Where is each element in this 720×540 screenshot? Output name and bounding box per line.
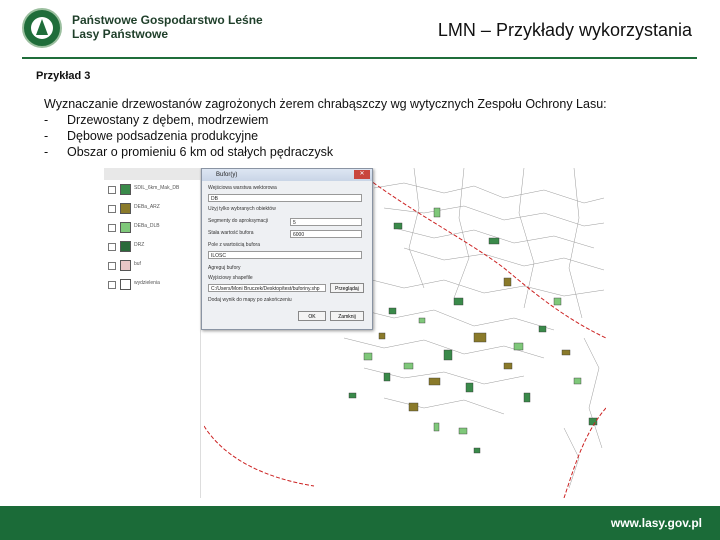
org-subtitle: Lasy Państwowe	[72, 27, 169, 41]
layer-swatch	[120, 203, 131, 214]
bullet-item: - Obszar o promieniu 6 km od stałych pędraczysk	[44, 145, 334, 159]
close-icon[interactable]: ✕	[354, 170, 370, 179]
buffer-dialog	[201, 168, 373, 330]
tree-icon	[36, 19, 48, 35]
footer-url[interactable]: www.lasy.gov.pl	[610, 516, 702, 530]
browse-button[interactable]: Przeglądaj	[330, 283, 364, 293]
layer-name: buf	[134, 261, 141, 267]
layer-checkbox[interactable]	[108, 186, 116, 194]
layer-checkbox[interactable]	[108, 281, 116, 289]
ok-button[interactable]: OK	[298, 311, 326, 321]
layer-name: DEBa_DLB	[134, 223, 160, 229]
layer-checkbox[interactable]	[108, 262, 116, 270]
segments-input[interactable]: 5	[290, 218, 362, 226]
slide-title: LMN – Przykłady wykorzystania	[437, 20, 692, 40]
layer-checkbox[interactable]	[108, 243, 116, 251]
layer-item[interactable]	[104, 218, 200, 237]
layer-checkbox[interactable]	[108, 205, 116, 213]
bullet-item: - Dębowe podsadzenia produkcyjne	[44, 129, 259, 143]
layer-item[interactable]	[104, 199, 200, 218]
layers-panel	[104, 168, 201, 498]
segments-label: Segmenty do aproksymacji	[208, 218, 269, 224]
slide-footer	[0, 506, 720, 540]
lasy-panstwowe-logo	[22, 8, 62, 48]
layer-swatch	[120, 241, 131, 252]
description: Wyznaczanie drzewostanów zagrożonych żerem chrabąszczy wg wytycznych Zespołu Ochrony Lasu:	[44, 97, 607, 111]
example-label: Przykład 3	[36, 70, 91, 82]
layer-item[interactable]	[104, 237, 200, 256]
input-layer-label: Wejściowa warstwa wektorowa	[208, 185, 277, 191]
selected-only-checkbox[interactable]: Użyj tylko wybranych obiektów	[208, 206, 276, 212]
layer-swatch	[120, 260, 131, 271]
output-label: Wyjściowy shapefile	[208, 275, 253, 281]
field-select[interactable]: ILOSC	[208, 251, 362, 259]
dialog-title-text: Bufor(y)	[216, 172, 238, 178]
layer-name: SDIL_6km_Mak_DB	[134, 185, 180, 191]
layer-item[interactable]	[104, 275, 200, 294]
slide-header	[0, 0, 720, 58]
layer-swatch	[120, 184, 131, 195]
input-layer-select[interactable]: DB	[208, 194, 362, 202]
close-button[interactable]: Zamknij	[330, 311, 364, 321]
bullet-item: - Drzewostany z dębem, modrzewiem	[44, 113, 269, 127]
qgis-screenshot	[104, 168, 606, 498]
field-radio[interactable]: Pole z wartością bufora	[208, 242, 260, 248]
header-divider	[22, 57, 697, 59]
layer-name: DEBa_ARZ	[134, 204, 160, 210]
add-to-map-checkbox[interactable]: Dodaj wynik do mapy po zakończeniu	[208, 297, 292, 303]
layer-swatch	[120, 279, 131, 290]
dialog-title	[202, 169, 372, 181]
layer-name: wydzielenia	[134, 280, 160, 286]
output-path-input[interactable]: C:/Users/Moni Bruczek/Desktop/test/buforiny.shp	[208, 284, 326, 292]
org-name: Państwowe Gospodarstwo Leśne	[72, 13, 263, 27]
layer-item[interactable]	[104, 180, 200, 199]
distance-input[interactable]: 6000	[290, 230, 362, 238]
distance-radio[interactable]: Stała wartość bufora	[208, 230, 254, 236]
layer-item[interactable]	[104, 256, 200, 275]
layer-checkbox[interactable]	[108, 224, 116, 232]
bullet-text: Drzewostany z dębem, modrzewiem	[67, 113, 269, 127]
layer-swatch	[120, 222, 131, 233]
bullet-text: Dębowe podsadzenia produkcyjne	[67, 129, 259, 143]
bullet-text: Obszar o promieniu 6 km od stałych pędraczysk	[67, 145, 334, 159]
layers-panel-header	[104, 168, 200, 180]
layer-name: DRZ	[134, 242, 145, 248]
dissolve-checkbox[interactable]: Agreguj bufory	[208, 265, 241, 271]
